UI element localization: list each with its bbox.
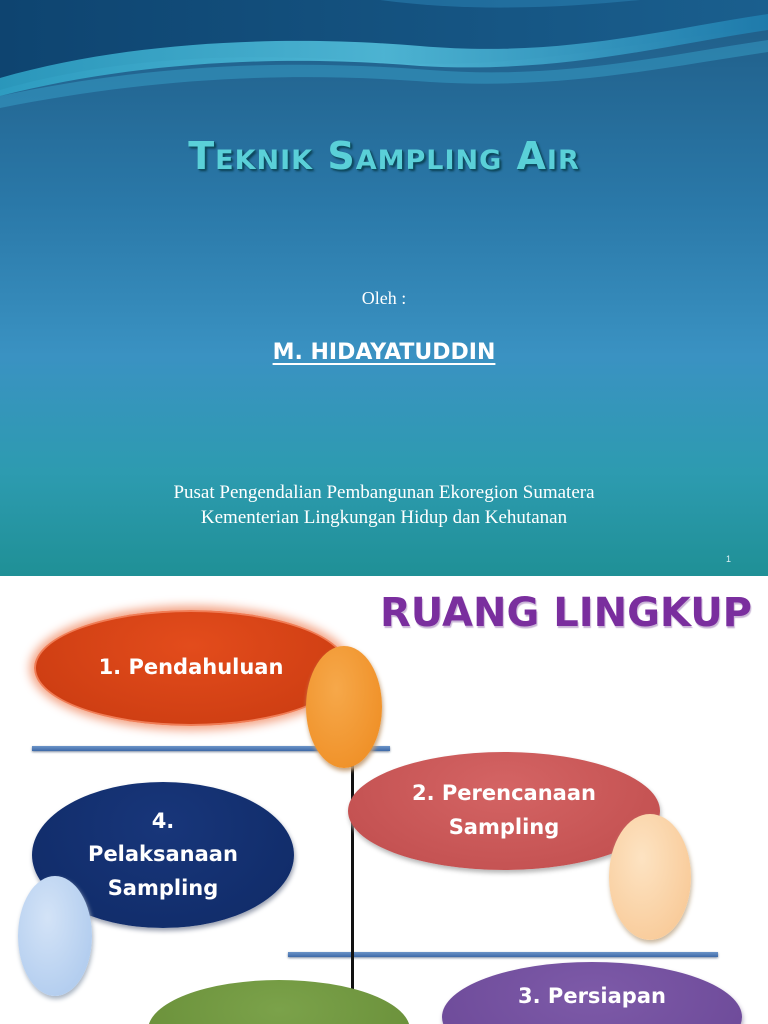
author-name: M. HIDAYATUDDIN (272, 340, 496, 365)
scope-item-1 (34, 610, 348, 726)
scope-item-1-label: 1. Pendahuluan (98, 655, 284, 680)
scope-item-4-label-line3: Sampling (107, 875, 219, 900)
scope-item-5-partial (148, 980, 410, 1024)
scope-item-3-label: 3. Persiapan (518, 984, 666, 1008)
scope-title: RUANG LINGKUP (379, 590, 752, 636)
accent-pill-blue (18, 876, 92, 996)
accent-pill-orange (306, 646, 382, 768)
institution-line-1: Pusat Pengendalian Pembangunan Ekoregion Sumatera (173, 482, 595, 503)
wave-decoration (0, 0, 768, 140)
scope-item-3 (442, 962, 742, 1024)
byline-label: Oleh : (361, 288, 407, 308)
scope-item-4-label-line2: Pelaksanaan (88, 842, 238, 867)
scope-item-2-label-line1: 2. Perencanaan (412, 781, 596, 806)
presentation-title: Teknik Sampling Air (188, 134, 580, 178)
slide-number: 1 (725, 554, 731, 564)
scope-item-2-label-line2: Sampling (448, 815, 560, 839)
scope-slide (0, 576, 768, 1024)
institution-line-2: Kementerian Lingkungan Hidup dan Kehutanan (200, 507, 568, 528)
accent-pill-peach (609, 814, 691, 940)
scope-item-4-label-line1: 4. (151, 808, 175, 833)
